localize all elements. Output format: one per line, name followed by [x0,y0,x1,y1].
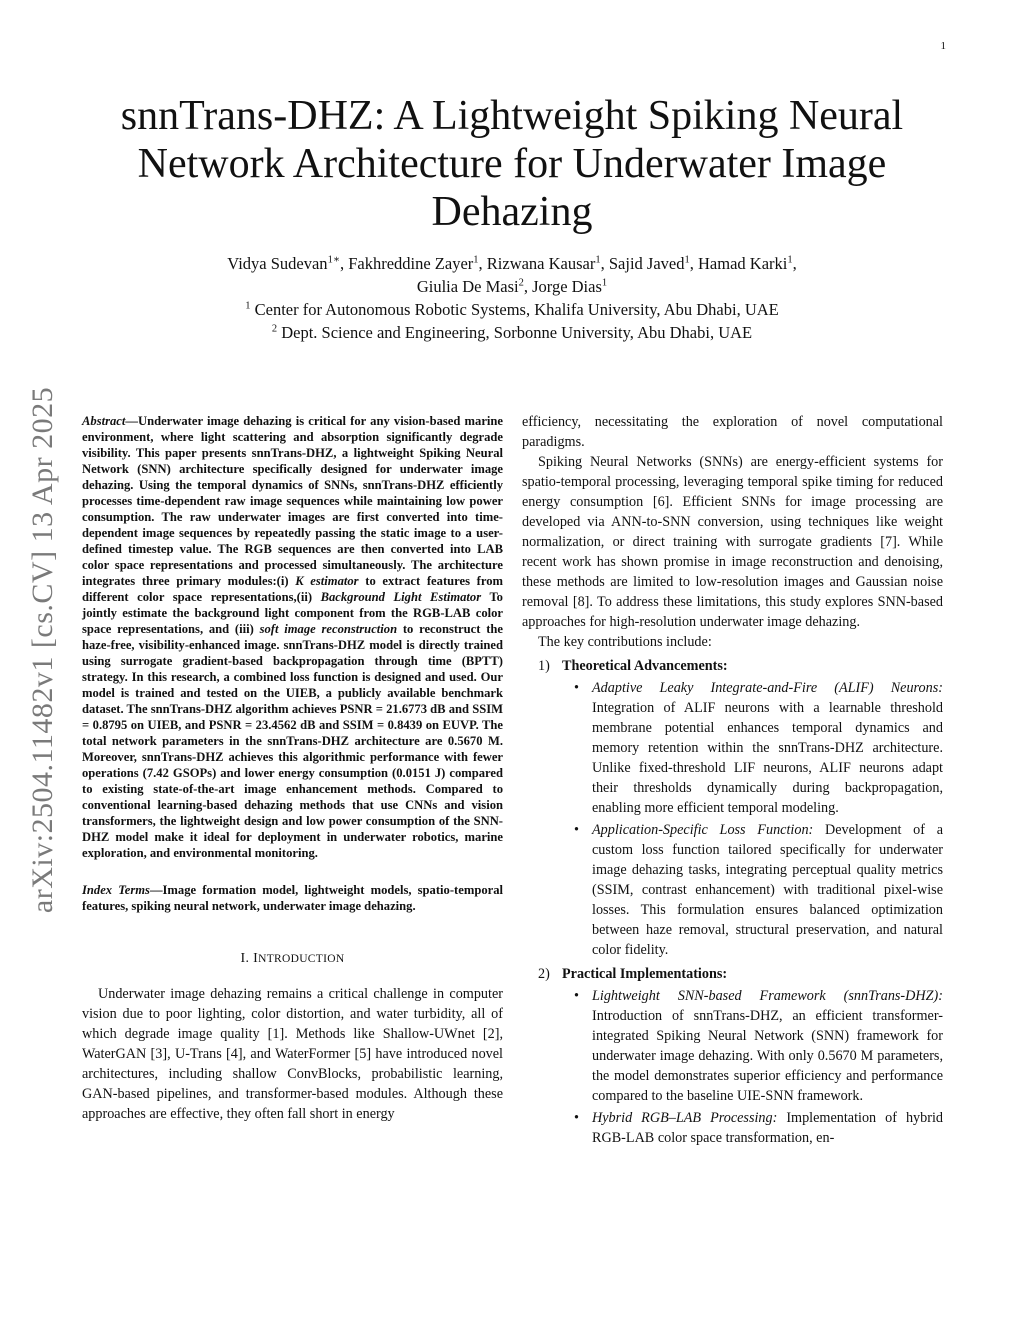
bullet-dot-icon: • [574,988,579,1004]
author-line-1 [0,252,1024,275]
affiliation-1 [0,298,1024,321]
author-affil-mark: 1 [684,254,690,266]
bullet-title: Hybrid RGB–LAB Processing: [592,1110,778,1126]
abstract-emphasis: soft image reconstruction [259,622,398,636]
author-name: , Sajid Javed [600,254,685,273]
arxiv-stamp[interactable] [18,350,68,950]
affiliation-mark: 2 [271,323,278,335]
bullet-item [522,1108,943,1148]
contribution-number: 1) [538,658,550,674]
contribution-practical [522,964,943,1148]
abstract-emphasis: K estimator [295,574,359,588]
contribution-label: Theoretical Advancements: [562,658,728,674]
snn-paragraph: Spiking Neural Networks (SNNs) are energy-efficient systems for spatio-temporal processing, leveraging temporal spike timing for reduced energy consumption [6]. Efficient SNNs for image processing are developed via ANN-to-SNN conversion, using techniques like weight normalization, or direct training with surrogate gradients [7]. While recent work has shown promise in image reconstruction and denoising, these methods are limited to low-resolution images and Gaussian noise removal [8]. To address these limitations, this study explores SNN-based approaches for high-resolution underwater image dehazing. [522,454,943,630]
author-affil-mark: 1∗ [327,254,340,266]
contributions-intro: The key contributions include: [538,634,712,650]
abstract-text: —Underwater image dehazing is critical for any vision-based marine environment, where light scattering and absorption significantly degrade visibility. This paper presents snnTrans-DHZ, a lightweight Spiking Neural Network (SNN) architecture specifically designed for underwater image dehazing. Using the temporal dynamics of SNNs, snnTrans-DHZ efficiently processes time-dependent raw image sequences while maintaining low power consumption. The raw underwater images are first converted into time-dependent image sequences by repeatedly passing the static image to a user-defined timestep value. The RGB sequences are then converted into LAB color space representations and processed simultaneously. The architecture integrates three primary modules:(i) [82,414,503,588]
bullet-text: Development of a custom loss function tailored specifically for underwater image dehazing tasks, integrating perceptual quality metrics (SSIM, contrast enhancement) with traditional pixel-wise losses. This formulation ensures balanced optimization between haze removal, structural preservation, and natural color fidelity. [592,822,943,958]
contribution-theoretical [522,656,943,960]
section-title-rest: NTRODUCTION [258,953,345,965]
title-line: Dehazing [431,189,593,235]
affiliation-text: Center for Autonomous Robotic Systems, Khalifa University, Abu Dhabi, UAE [250,300,779,319]
index-terms-text: —Image formation model, lightweight models, spatio-temporal features, spiking neural network, underwater image dehazing. [82,883,504,913]
section-title-initial: I [253,951,259,966]
paragraph-continued: efficiency, necessitating the exploration of novel computational paradigms. [522,414,943,450]
index-terms-lead: Index Terms [82,883,150,897]
bullet-text: Integration of ALIF neurons with a learnable threshold membrane potential enhances temporal dynamics and memory retention within the snnTrans-DHZ architecture. Unlike fixed-threshold LIF neurons, ALIF neurons adapt their thresholds dynamically during backpropagation, enabling more efficient temporal modeling. [592,700,943,816]
author-affil-mark: 2 [518,277,524,289]
bullet-text: Introduction of snnTrans-DHZ, an efficient transformer-integrated Spiking Neural Network (SNN) framework for underwater image dehazing. With only 0.5670 M parameters, the model demonstrates superior efficiency and performance compared to the baseline UIE-SNN framework. [592,1008,943,1104]
author-name: , Fakhreddine Zayer [339,254,474,273]
abstract-lead: Abstract [82,414,126,428]
author-name: , Jorge Dias [523,277,602,296]
index-terms [82,882,503,914]
paper-title [0,92,1024,236]
title-line: snnTrans-DHZ: A Lightweight Spiking Neural [120,93,904,139]
bullet-title: Adaptive Leaky Integrate-and-Fire (ALIF) Neurons: [592,680,943,696]
page-number: 1 [940,40,946,52]
author-separator: , [792,254,797,273]
arxiv-stamp-text: arXiv:2504.11482v1 [cs.CV] 13 Apr 2025 [26,386,59,914]
author-affil-mark: 1 [601,277,608,289]
bullet-item [522,986,943,1106]
section-heading-introduction [82,951,503,967]
affiliation-mark: 1 [245,300,251,312]
abstract-text: to reconstruct the haze-free, visibility-enhanced image. snnTrans-DHZ model is directly trained using surrogate gradient-based backpropagation through time (BPTT) strategy. In this research, a combined loss function is designed and used. Our model is trained and tested on the UIEB, a publicly available benchmark dataset. The snnTrans-DHZ algorithm achieves PSNR = 21.6773 dB and SSIM = 0.8795 on UIEB, and PSNR = 23.4562 dB and SSIM = 0.8439 on EUVP. The total network parameters in the snnTrans-DHZ architecture are 0.5670 M. Moreover, snnTrans-DHZ achieves this algorithmic performance with fewer operations (7.42 GSOPs) and lower energy consumption (0.0151 J) compared to existing state-of-the-art image enhancement methods. Compared to conventional learning-based dehazing methods that use CNNs and vision transformers, the lightweight design and low power consumption of the SNN-DHZ model make it ideal for deployment in underwater robotics, marine exploration, and environmental monitoring. [82,622,503,860]
section-numeral: I. [240,951,250,966]
right-column [522,412,943,1150]
abstract-emphasis: Background Light Estimator [320,590,482,604]
title-line: Network Architecture for Underwater Image [137,141,887,187]
contribution-heading [522,964,943,984]
abstract [82,413,503,861]
author-affil-mark: 1 [787,254,793,266]
bullet-dot-icon: • [574,680,579,696]
contribution-label: Practical Implementations: [562,966,728,982]
bullet-title: Application-Specific Loss Function: [592,822,814,838]
bullet-text: Implementation of hybrid RGB-LAB color space transformation, en- [592,1110,943,1146]
author-name: Vidya Sudevan [227,254,328,273]
intro-paragraph: Underwater image dehazing remains a critical challenge in computer vision due to poor lighting, color distortion, and water turbidity, all of which degrade image quality [1]. Methods like Shallow-UWnet [2], WaterGAN [3], U-Trans [4], and WaterFormer [5] have introduced novel architectures, including shallow ConvBlocks, probabilistic learning, GAN-based pipelines, and transformer-based modules. Although these approaches are effective, they often fall short in energy [82,986,503,1122]
contribution-heading [522,656,943,676]
author-affil-mark: 1 [473,254,479,266]
author-affil-mark: 1 [595,254,601,266]
author-line-2 [0,275,1024,298]
bullet-dot-icon: • [574,822,579,838]
abstract-text: to extract features from different color space representations,(ii) [82,574,504,604]
author-name: Giulia De Masi [416,277,519,296]
bullet-item [522,820,943,960]
author-block [0,252,1024,344]
author-name: , Rizwana Kausar [478,254,596,273]
affiliation-2 [0,321,1024,344]
bullet-dot-icon: • [574,1110,579,1126]
left-column [82,413,503,1124]
affiliation-text: Dept. Science and Engineering, Sorbonne University, Abu Dhabi, UAE [277,323,753,342]
bullet-list [522,986,943,1148]
bullet-item [522,678,943,818]
bullet-list [522,678,943,960]
author-name: , Hamad Karki [689,254,788,273]
bullet-title: Lightweight SNN-based Framework (snnTrans-DHZ): [592,988,943,1004]
abstract-text: To jointly estimate the background light component from the RGB-LAB color space representations, and (iii) [82,590,503,636]
contribution-number: 2) [538,966,550,982]
